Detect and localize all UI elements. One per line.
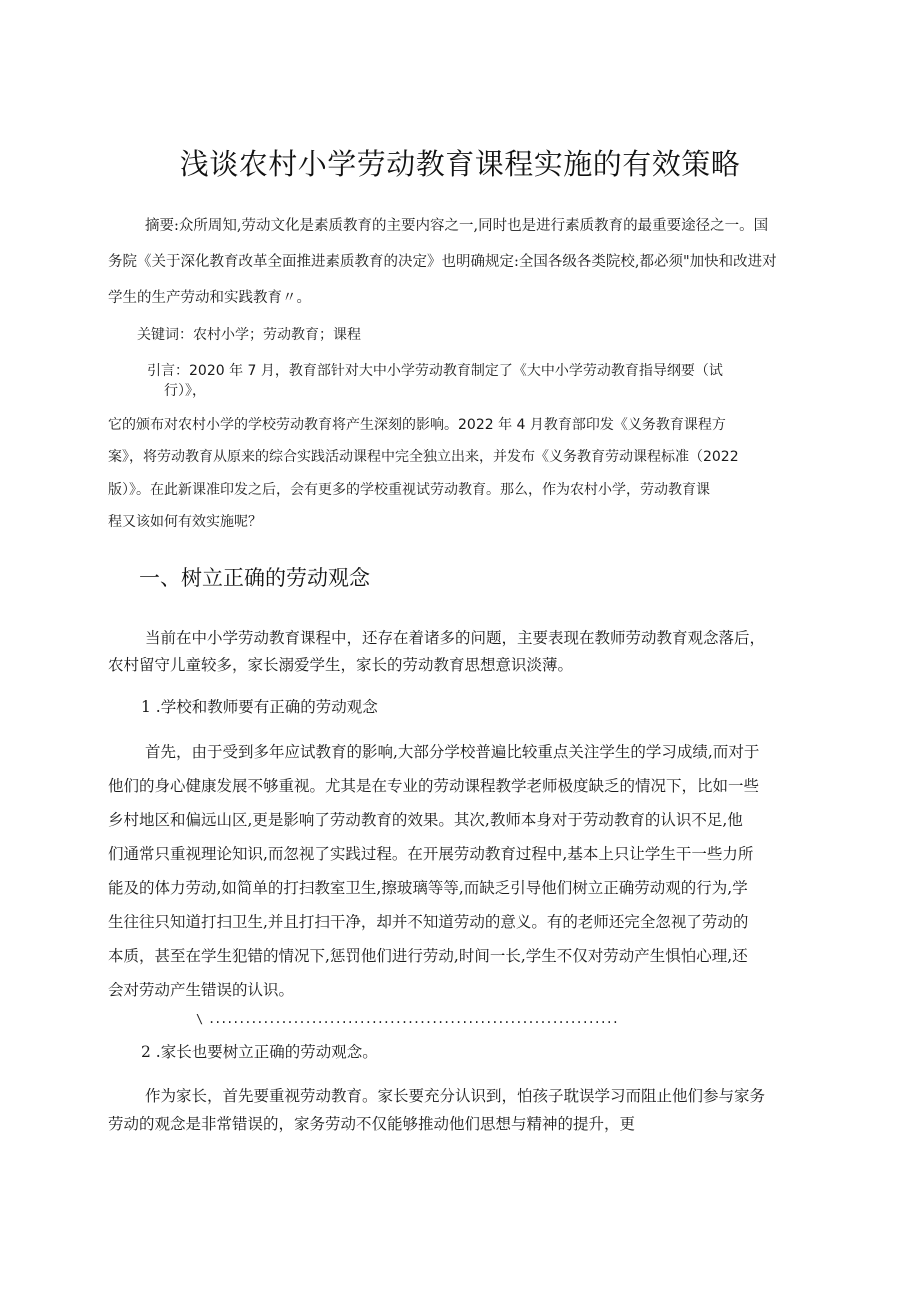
intro-line: 它的颁布对农村小学的学校劳动教育将产生深刻的影响。2022 年 4 月教育部印发《义务教育课程方 <box>108 417 726 433</box>
paragraph-line: 作为家长，首先要重视劳动教育。家长要充分认识到，怕孩子耽误学习而阻止他们参与家务 <box>145 1087 766 1105</box>
paragraph-line: 当前在中小学劳动教育课程中，还存在着诸多的问题，主要表现在教师劳动教育观念落后， <box>145 629 766 647</box>
intro-line: 行）》， <box>164 383 206 399</box>
paragraph-line: 能及的体力劳动,如简单的打扫教室卫生,擦玻璃等等,而缺乏引导他们树立正确劳动观的行为,学 <box>108 879 748 897</box>
intro-line: 程又该如何有效实施呢？ <box>108 514 262 530</box>
intro-line: 引言：2020 年 7 月，教育部针对大中小学劳动教育制定了《大中小学劳动教育指导纲要（试 <box>147 363 723 379</box>
page-title: 浅谈农村小学劳动教育课程实施的有效策略 <box>179 147 741 181</box>
abstract-line: 务院《关于深化教育改革全面推进素质教育的决定》也明确规定:全国各级各类院校,都必须"加快和改进对 <box>108 254 777 270</box>
paragraph-line: 劳动的观念是非常错误的，家务劳动不仅能够推动他们思想与精神的提升，更 <box>108 1115 636 1133</box>
intro-line: 案》，将劳动教育从原来的综合实践活动课程中完全独立出来，并发布《义务教育劳动课程标准（2022 <box>108 449 739 465</box>
section-heading: 一、树立正确的劳动观念 <box>139 566 370 590</box>
paragraph-line: 本质，甚至在学生犯错的情况下,惩罚他们进行劳动,时间一长,学生不仅对劳动产生惧怕心理,还 <box>108 947 748 965</box>
paragraph-line: 首先，由于受到多年应试教育的影响,大部分学校普遍比较重点关注学生的学习成绩,而对于 <box>145 743 760 761</box>
paragraph-line: 乡村地区和偏远山区,更是影响了劳动教育的效果。其次,教师本身对于劳动教育的认识不足,他 <box>108 811 743 829</box>
paragraph-line: 农村留守儿童较多，家长溺爱学生，家长的劳动教育思想意识淡薄。 <box>108 656 574 674</box>
paragraph-line: 他们的身心健康发展不够重视。尤其是在专业的劳动课程教学老师极度缺乏的情况下，比如一些 <box>108 777 760 795</box>
dotted-line: \ .................................................................... <box>196 1012 618 1026</box>
abstract-line: 学生的生产劳动和实践教育〃。 <box>108 290 311 306</box>
paragraph-line: 会对劳动产生错误的认识。 <box>108 981 295 999</box>
intro-line: 版）》。在此新课准印发之后，会有更多的学校重视试劳动教育。那么，作为农村小学，劳动教育课 <box>108 482 710 498</box>
paragraph-line: 们通常只重视理论知识,而忽视了实践过程。在开展劳动教育过程中,基本上只让学生干一些力所 <box>108 845 754 863</box>
paragraph-line: 生往往只知道打扫卫生,并且打扫干净，却并不知道劳动的意义。有的老师还完全忽视了劳动的 <box>108 913 749 931</box>
subsection-heading: 2 .家长也要树立正确的劳动观念。 <box>141 1043 378 1061</box>
abstract-line: 摘要:众所周知,劳动文化是素质教育的主要内容之一,同时也是进行素质教育的最重要途径之一。国 <box>145 218 769 234</box>
subsection-heading: 1 .学校和教师要有正确的劳动观念 <box>141 698 378 716</box>
keywords: 关键词：农村小学；劳动教育；课程 <box>137 327 361 343</box>
